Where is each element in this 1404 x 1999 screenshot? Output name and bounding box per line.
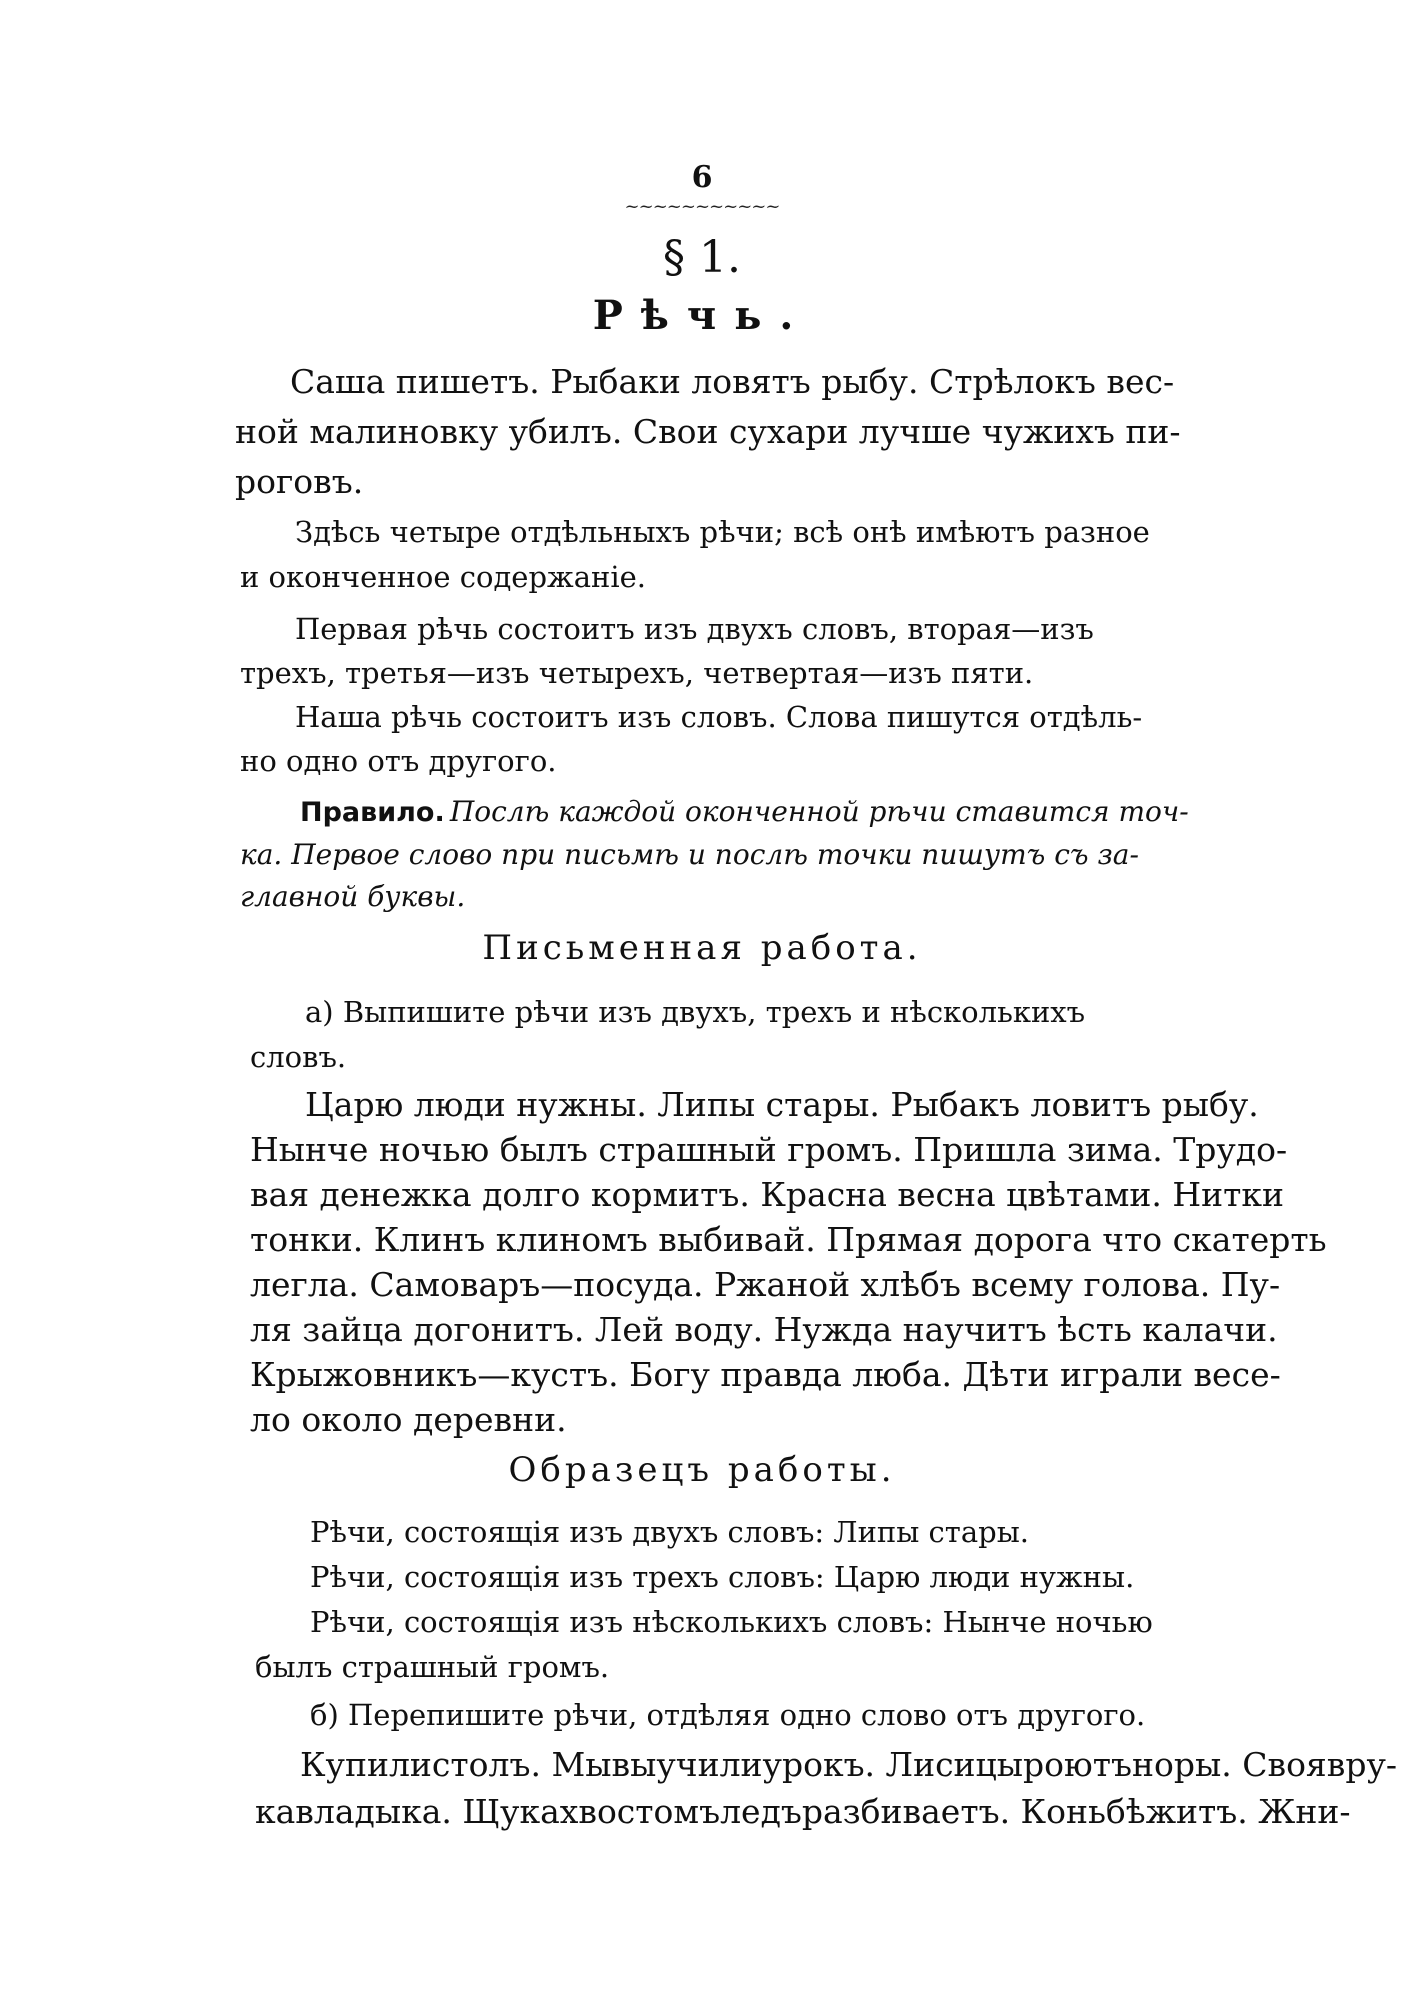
exercise-line: ло около деревни. [250, 1400, 567, 1439]
exercise-line: легла. Самоваръ—посуда. Ржаной хлѣбъ всему голова. Пу- [250, 1265, 1281, 1304]
explanation-line: Здѣсь четыре отдѣльныхъ рѣчи; всѣ онѣ имѣютъ разное [295, 515, 1150, 549]
sample-line: Рѣчи, состоящія изъ двухъ словъ: Липы стары. [310, 1515, 1029, 1549]
explanation-line: но одно отъ другого. [240, 744, 557, 778]
rule-text: ка. Первое слово при письмѣ и послѣ точки пишутъ съ за- [240, 838, 1139, 871]
exercise-line: вая денежка долго кормитъ. Красна весна цвѣтами. Нитки [250, 1175, 1285, 1214]
exercise-b-line: кавладыка. Щукахвостомъледъразбиваетъ. Коньбѣжитъ. Жни- [255, 1792, 1351, 1831]
sample-line: Рѣчи, состоящія изъ нѣсколькихъ словъ: Нынче ночью [310, 1605, 1153, 1639]
rule-label: Правило. [300, 797, 445, 828]
section-number: § 1. [663, 232, 741, 283]
intro-line: Саша пишетъ. Рыбаки ловятъ рыбу. Стрѣлокъ вес- [290, 362, 1175, 401]
page-number: 6 [691, 160, 713, 195]
exercise-line: Крыжовникъ—кустъ. Богу правда люба. Дѣти играли весе- [250, 1355, 1281, 1394]
exercise-line: ля зайца догонитъ. Лей воду. Нужда научитъ ѣсть калачи. [250, 1310, 1278, 1349]
sample-heading: Образецъ работы. [508, 1450, 896, 1490]
sample-line: Рѣчи, состоящія изъ трехъ словъ: Царю люди нужны. [310, 1560, 1135, 1594]
explanation-line: трехъ, третья—изъ четырехъ, четвертая—изъ пяти. [240, 656, 1034, 690]
sample-line: былъ страшный громъ. [255, 1650, 610, 1684]
exercise-line: Нынче ночью былъ страшный громъ. Пришла зима. Трудо- [250, 1130, 1288, 1169]
exercise-line: Царю люди нужны. Липы стары. Рыбакъ ловитъ рыбу. [305, 1085, 1259, 1124]
explanation-line: Первая рѣчь состоитъ изъ двухъ словъ, вторая—изъ [295, 612, 1094, 646]
rule-text: главной буквы. [240, 880, 466, 913]
written-work-heading: Письменная работа. [482, 928, 922, 968]
task-a-line: а) Выпишите рѣчи изъ двухъ, трехъ и нѣсколькихъ [305, 995, 1086, 1029]
ornament-divider: ~~~~~~~~~~~ [624, 196, 780, 217]
section-title: Рѣчь. [592, 292, 812, 339]
task-b-line: б) Перепишите рѣчи, отдѣляя одно слово отъ другого. [310, 1698, 1146, 1732]
exercise-b-line: Купилистолъ. Мывыучилиурокъ. Лисицыроютъноры. Своявру- [300, 1745, 1398, 1784]
exercise-line: тонки. Клинъ клиномъ выбивай. Прямая дорога что скатерть [250, 1220, 1327, 1259]
task-a-line: словъ. [250, 1040, 347, 1074]
explanation-line: и оконченное содержаніе. [240, 560, 646, 594]
rule-text: Послѣ каждой оконченной рѣчи ставится точ- [449, 795, 1189, 828]
intro-line: ной малиновку убилъ. Свои сухари лучше чужихъ пи- [235, 412, 1181, 451]
intro-line: роговъ. [235, 462, 364, 501]
explanation-line: Наша рѣчь состоитъ изъ словъ. Слова пишутся отдѣль- [295, 700, 1143, 734]
rule-first-line [300, 795, 1189, 828]
